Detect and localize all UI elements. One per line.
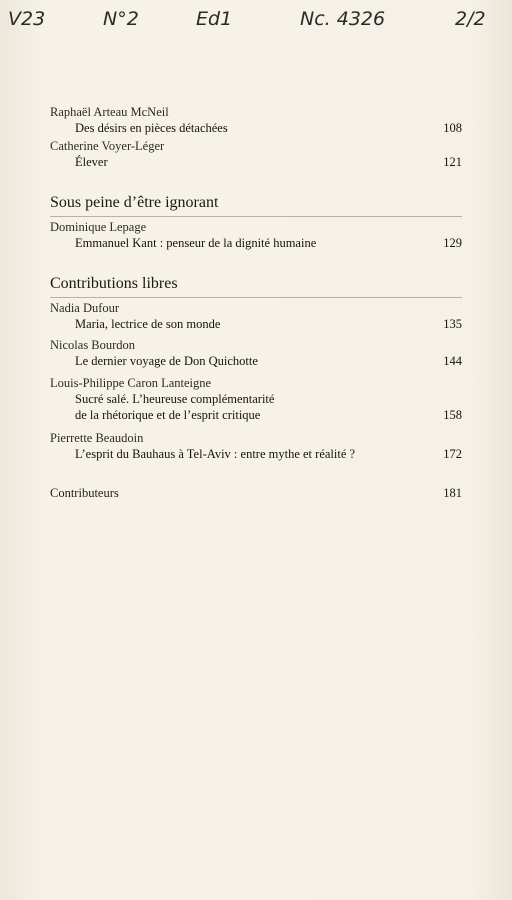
toc-entry — [50, 300, 462, 332]
entry-author: Pierrette Beaudoin — [50, 431, 144, 445]
entry-author: Catherine Voyer-Léger — [50, 139, 165, 153]
toc-entry — [50, 375, 462, 423]
toc-entry — [50, 337, 462, 369]
section-rule — [50, 216, 462, 217]
entry-page-number: 135 — [443, 317, 462, 331]
toc-entry — [50, 138, 462, 170]
handwritten-note: 2/2 — [455, 8, 486, 30]
contributors-page-number: 181 — [443, 486, 462, 500]
toc-entry — [50, 104, 462, 136]
entry-author: Nadia Dufour — [50, 301, 120, 315]
handwritten-note: Ed1 — [196, 8, 233, 30]
entry-author: Raphaël Arteau McNeil — [50, 105, 169, 119]
entry-title: Emmanuel Kant : penseur de la dignité humaine — [75, 236, 317, 250]
entry-title-line: Sucré salé. L’heureuse complémentarité — [75, 392, 275, 406]
contributors-entry — [50, 486, 462, 501]
entry-page-number: 129 — [443, 236, 462, 250]
entry-author: Louis-Philippe Caron Lanteigne — [50, 376, 212, 390]
entry-title: Élever — [75, 155, 108, 169]
entry-title: L’esprit du Bauhaus à Tel-Aviv : entre mythe et réalité ? — [75, 447, 356, 461]
toc-entry — [50, 430, 462, 462]
entry-title-line: de la rhétorique et de l’esprit critique — [75, 408, 261, 422]
contributors-label: Contributeurs — [50, 486, 119, 500]
section-heading: Contributions libres — [50, 275, 178, 292]
handwritten-annotations — [0, 8, 512, 42]
entry-title — [75, 391, 274, 423]
section-heading: Sous peine d’être ignorant — [50, 194, 219, 211]
entry-author: Dominique Lepage — [50, 220, 147, 234]
entry-page-number: 144 — [443, 354, 462, 368]
entry-author: Nicolas Bourdon — [50, 338, 136, 352]
handwritten-note: Nc. 4326 — [300, 8, 386, 30]
entry-title: Maria, lectrice de son monde — [75, 317, 221, 331]
handwritten-note: V23 — [8, 8, 46, 30]
entry-title: Des désirs en pièces détachées — [75, 121, 228, 135]
handwritten-note: N°2 — [103, 8, 139, 30]
toc-entry — [50, 219, 462, 251]
entry-page-number: 158 — [443, 408, 462, 422]
entry-page-number: 172 — [443, 447, 462, 461]
section-rule — [50, 297, 462, 298]
entry-title: Le dernier voyage de Don Quichotte — [75, 354, 258, 368]
entry-page-number: 108 — [443, 121, 462, 135]
entry-page-number: 121 — [443, 155, 462, 169]
